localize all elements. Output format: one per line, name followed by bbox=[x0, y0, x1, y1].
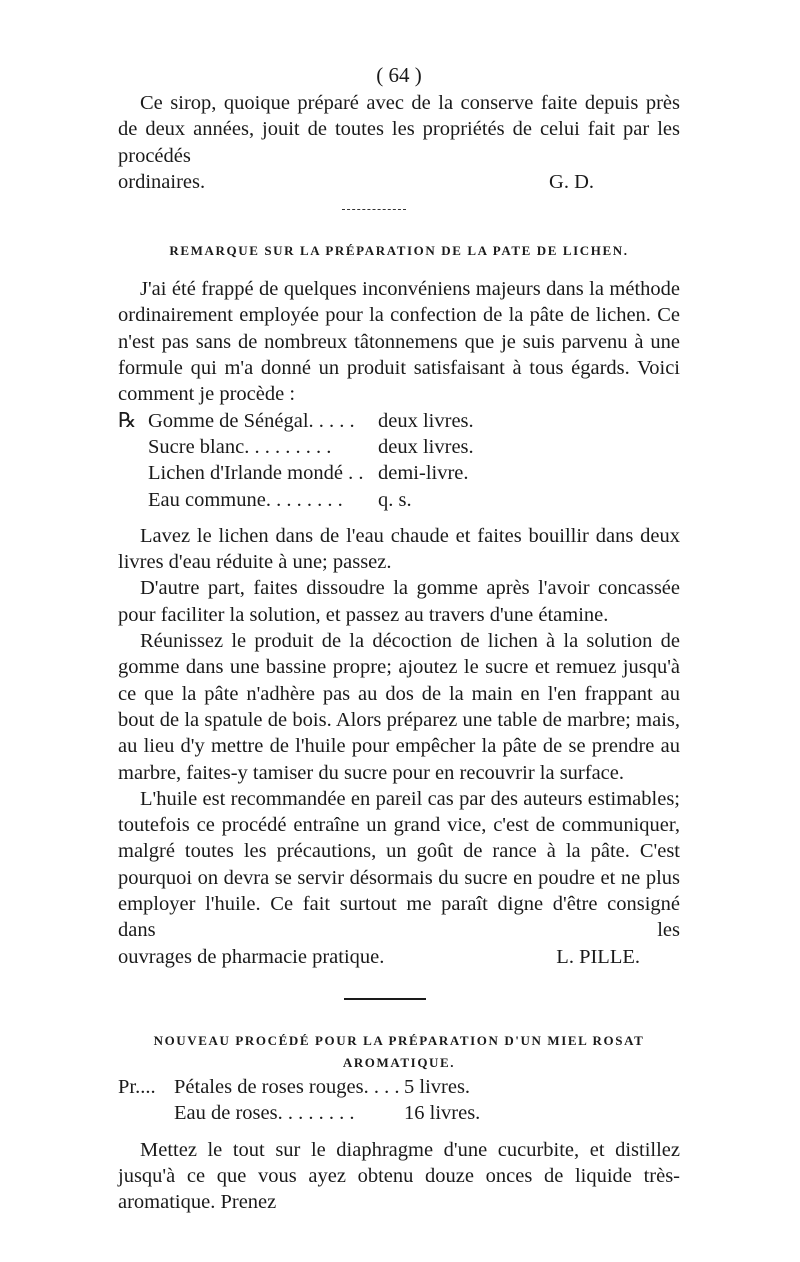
paragraph: L'huile est recommandée en pareil cas par des auteurs estimables; toutefois ce procédé entraîne un grand vice, c'est de communiquer, malgré toutes les précautions, un goût de rance à la pâte. C'est pourquoi on devra se servir désormais du sucre en poudre et ne plus employer l'huile. Ce fait surtout me paraît digne d'être consigné dans les bbox=[118, 787, 680, 942]
separator-rule bbox=[344, 998, 426, 1000]
paragraph: Ce sirop, quoique préparé avec de la conserve faite depuis près de deux années, jouit de toutes les propriétés de celui fait par les procédés bbox=[118, 92, 680, 167]
recipe-symbol: Pr.... bbox=[118, 1075, 156, 1098]
signature: G. D. bbox=[549, 170, 594, 193]
paragraph: Réunissez le produit de la décoction de lichen à la solution de gomme dans une bassine propre; ajoutez le sucre et remuez jusqu'à ce que la pâte n'adhère pas au dos de la main en l'en frappant au bout de la spatule de bois. Alors préparez une table de marbre; mais, au lieu d'y mettre de l'huile pour empêcher la pâte de se prendre au marbre, faites-y tamiser du sucre pour en recouvrir la surface. bbox=[118, 630, 680, 784]
recipe-qty: q. s. bbox=[378, 488, 412, 511]
paragraph: D'autre part, faites dissoudre la gomme après l'avoir concassée pour faciliter la solution, et passez au travers d'une étamine. bbox=[118, 577, 680, 626]
page-number: ( 64 ) bbox=[376, 63, 422, 87]
paragraph: J'ai été frappé de quelques inconvéniens majeurs dans la méthode ordinairement employée pour la confection de la pâte de lichen. Ce n'est pas sans de nombreux tâtonnemens que je suis parvenu à une formule qui m'a donné un produit satisfaisant à tous égards. Voici comment je procède : bbox=[118, 278, 680, 406]
recipe-item: Pétales de roses rouges. . . . bbox=[174, 1075, 400, 1098]
recipe-qty: 5 livres. bbox=[404, 1075, 471, 1098]
recipe-table bbox=[118, 408, 474, 513]
signature-line bbox=[118, 169, 680, 195]
recipe-qty: deux livres. bbox=[378, 435, 474, 458]
paragraph: Lavez le lichen dans de l'eau chaude et faites bouillir dans deux livres d'eau réduite à une; passez. bbox=[118, 524, 680, 574]
recipe-row bbox=[118, 434, 474, 460]
recipe-row bbox=[118, 487, 474, 513]
recipe-symbol: ℞ bbox=[118, 409, 137, 432]
recipe-item: Sucre blanc. . . . . . . . . bbox=[148, 435, 332, 458]
section-heading: NOUVEAU PROCÉDÉ POUR LA PRÉPARATION D'UN MIEL ROSAT bbox=[153, 1032, 645, 1048]
recipe-row bbox=[118, 460, 474, 486]
document-page bbox=[118, 62, 680, 1215]
paragraph-end: ordinaires. bbox=[118, 170, 206, 193]
paragraph: Mettez le tout sur le diaphragme d'une cucurbite, et distillez jusqu'à ce que vous ayez obtenu douze onces de liquide très-aromatique. Prenez bbox=[118, 1138, 680, 1214]
recipe-qty: deux livres. bbox=[378, 409, 474, 432]
separator-dashed bbox=[342, 209, 406, 210]
recipe-table bbox=[118, 1074, 480, 1127]
recipe-row bbox=[118, 1074, 480, 1100]
signature-line bbox=[118, 944, 680, 970]
section-heading: REMARQUE SUR LA PRÉPARATION DE LA PATE DE LICHEN. bbox=[169, 243, 629, 259]
recipe-item: Lichen d'Irlande mondé . . bbox=[148, 462, 364, 485]
recipe-qty: 16 livres. bbox=[404, 1102, 481, 1125]
recipe-row bbox=[118, 408, 474, 434]
recipe-qty: demi-livre. bbox=[378, 462, 469, 485]
recipe-item: Eau de roses. . . . . . . . bbox=[174, 1102, 355, 1125]
recipe-item: Gomme de Sénégal. . . . . bbox=[148, 409, 355, 432]
recipe-item: Eau commune. . . . . . . . bbox=[148, 488, 343, 511]
recipe-row bbox=[118, 1100, 480, 1126]
paragraph-end: ouvrages de pharmacie pratique. bbox=[118, 945, 385, 968]
signature: L. PILLE. bbox=[556, 945, 640, 968]
section-heading-continued: AROMATIQUE. bbox=[342, 1054, 456, 1070]
